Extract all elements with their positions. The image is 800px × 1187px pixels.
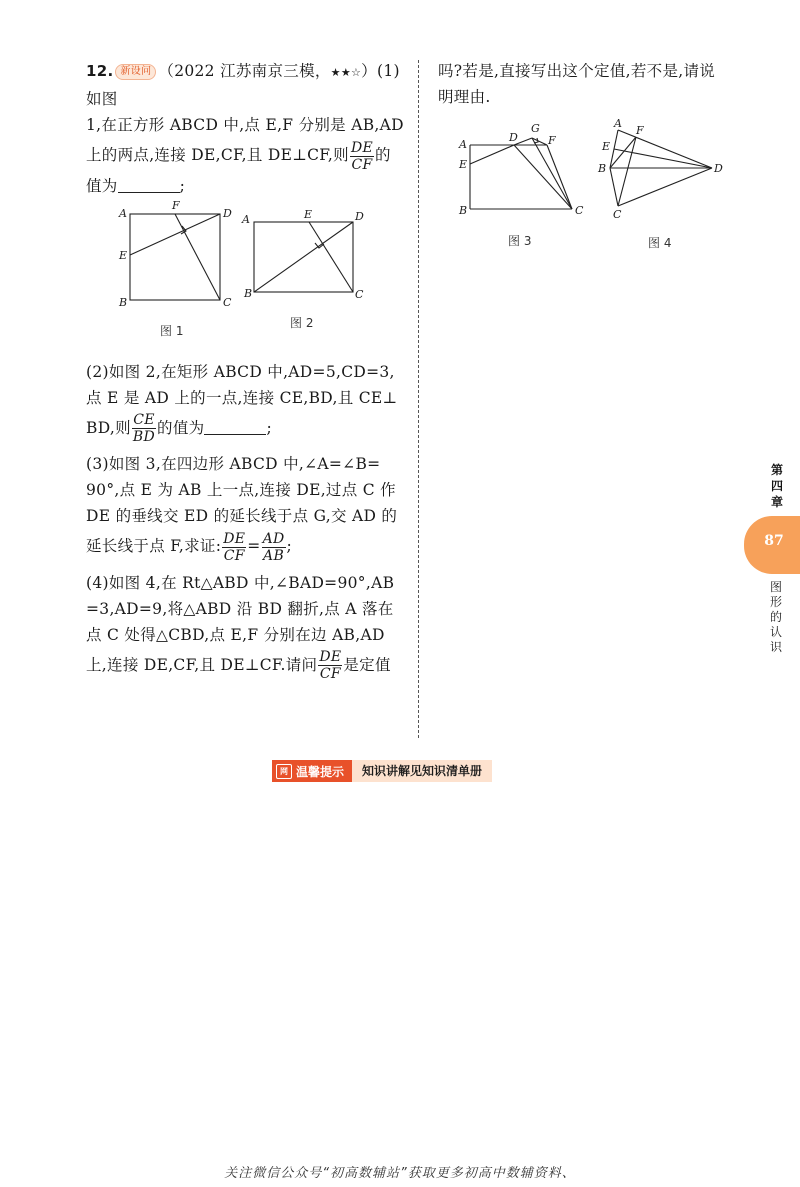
part4-line4-pre: 上,连接 DE,CF,且 DE⊥CF.请问 (86, 655, 318, 674)
part1-line4: 值为 (86, 176, 118, 195)
fig3-label-g: G (531, 122, 540, 135)
part1-line3-pre: 上的两点,连接 DE,CF,且 DE⊥CF,则 (86, 146, 349, 164)
part3: (3)如图 3,在四边形 ABCD 中,∠A=∠B= 90°,点 E 为 AB 上一点,连接 DE,过点 C 作 DE 的垂线交 ED 的延长线于点 G,交 AD 的 延长线于点 F,求证: $\frac{DE}{CF}$ = $\frac{AD}{AB}$ ; (86, 451, 404, 564)
tip-label-box (272, 760, 352, 782)
fig1-label-f: F (172, 199, 180, 212)
fig2-label-c: C (355, 288, 364, 301)
fig4-label-b: B (598, 162, 607, 175)
fraction-de-cf: $\frac{DE}{CF}$ (350, 139, 373, 173)
fig4-label-c: C (613, 208, 622, 221)
question-number: 12. (86, 62, 114, 80)
part2-line3-post: 的值为 (157, 418, 205, 437)
figure-1 (114, 198, 234, 318)
fig4-label-a: A (614, 117, 622, 130)
fig1-label-d: D (223, 207, 232, 220)
part1-line2: 1,在正方形 ABCD 中,点 E,F 分别是 AB,AD (86, 116, 404, 134)
fig1-label-e: E (119, 249, 128, 262)
part1-line1: (1)如图 (86, 62, 400, 108)
fig1-label-a: A (119, 207, 127, 220)
part4-line1: (4)如图 4,在 Rt△ABD 中,∠BAD=90°,AB (86, 573, 395, 592)
fig2-label-d: D (355, 210, 364, 223)
part1: 12. 新设问 （2022 江苏南京三模，★★☆）(1)如图 1,在正方形 ABCD 中,点 E,F 分别是 AB,AD 上的两点,连接 DE,CF,且 DE⊥CF,则 $\frac{DE}{CF}$ 的 值为 ; (86, 62, 404, 195)
fig4-label-e: E (602, 140, 611, 153)
left-column (86, 58, 404, 682)
part3-line2: 90°,点 E 为 AB 上一点,连接 DE,过点 C 作 (86, 481, 396, 499)
fig4-caption: 图 4 (648, 236, 672, 250)
part2-line1: (2)如图 2,在矩形 ABCD 中,AD=5,CD=3, (86, 362, 395, 381)
fig3-caption: 图 3 (508, 234, 532, 248)
fig3-label-f: F (548, 134, 556, 147)
figure-2 (240, 206, 370, 306)
part4-line2: =3,AD=9,将△ABD 沿 BD 翻折,点 A 落在 (86, 599, 394, 618)
part4-cont2: 明理由. (438, 88, 491, 106)
fig3-label-e: E (459, 158, 468, 171)
fig2-label-b: B (244, 287, 253, 300)
right-column (438, 58, 758, 110)
new-question-tag: 新设问 (115, 64, 156, 80)
fraction-ce-bd: $\frac{CE}{BD}$ (132, 412, 156, 445)
part3-line4-pre: 延长线于点 F,求证: (86, 537, 222, 555)
fig1-caption: 图 1 (160, 324, 184, 338)
part4-cont1: 吗?若是,直接写出这个定值,若不是,请说 (438, 62, 716, 80)
tip-icon: 网 (276, 764, 292, 779)
fraction-de-cf-2: $\frac{DE}{CF}$ (223, 530, 246, 564)
figure-3 (454, 120, 594, 228)
fig3-label-d: D (509, 131, 518, 144)
difficulty-stars: ★★☆ (330, 66, 362, 79)
part3-line1: (3)如图 3,在四边形 ABCD 中,∠A=∠B= (86, 455, 381, 473)
tip-banner (272, 760, 492, 782)
part3-line3: DE 的垂线交 ED 的延长线于点 G,交 AD 的 (86, 507, 398, 525)
part4 (86, 570, 404, 683)
question-source-end: ） (361, 62, 377, 80)
fig4-label-d: D (714, 162, 723, 175)
fraction-ad-ab: $\frac{AD}{AB}$ (262, 530, 285, 564)
fig2-label-e: E (304, 208, 313, 221)
figure-4 (596, 116, 736, 230)
part2-line2: 点 E 是 AD 上的一点,连接 CE,BD,且 CE⊥ (86, 388, 398, 407)
answer-blank-1 (118, 178, 180, 193)
tip-text: 知识讲解见知识清单册 (352, 760, 492, 782)
answer-blank-2 (204, 420, 266, 435)
fig4-label-f: F (636, 124, 644, 137)
part4-line4-post: 是定值 (343, 655, 391, 674)
fig2-caption: 图 2 (290, 316, 314, 330)
section-label: 图形的认识 (769, 580, 782, 654)
chapter-label: 第四章 (770, 463, 783, 509)
part1-line3-post: 的 (374, 146, 391, 164)
fig1-label-b: B (119, 296, 128, 309)
part2: (2)如图 2,在矩形 ABCD 中,AD=5,CD=3, 点 E 是 AD 上的一点,连接 CE,BD,且 CE⊥ BD,则 $\frac{CE}{BD}$ 的值为 ; (86, 359, 404, 446)
page-number: 87 (764, 533, 784, 549)
fig3-label-c: C (575, 204, 584, 217)
fig3-label-a: A (459, 138, 467, 151)
column-divider (418, 60, 419, 738)
fig3-label-b: B (459, 204, 468, 217)
footer-note: 关注微信公众号“初高数辅站”获取更多初高中数辅资料、 (224, 1166, 576, 1181)
part2-line3-pre: BD,则 (86, 418, 131, 437)
fraction-de-cf-3: $\frac{DE}{CF}$ (319, 649, 342, 682)
fig2-label-a: A (242, 213, 250, 226)
fig1-label-c: C (223, 296, 232, 309)
question-source: （2022 江苏南京三模， (158, 62, 331, 80)
part4-line3: 点 C 处得△CBD,点 E,F 分别在边 AB,AD (86, 625, 385, 644)
tip-label: 温馨提示 (296, 764, 345, 779)
